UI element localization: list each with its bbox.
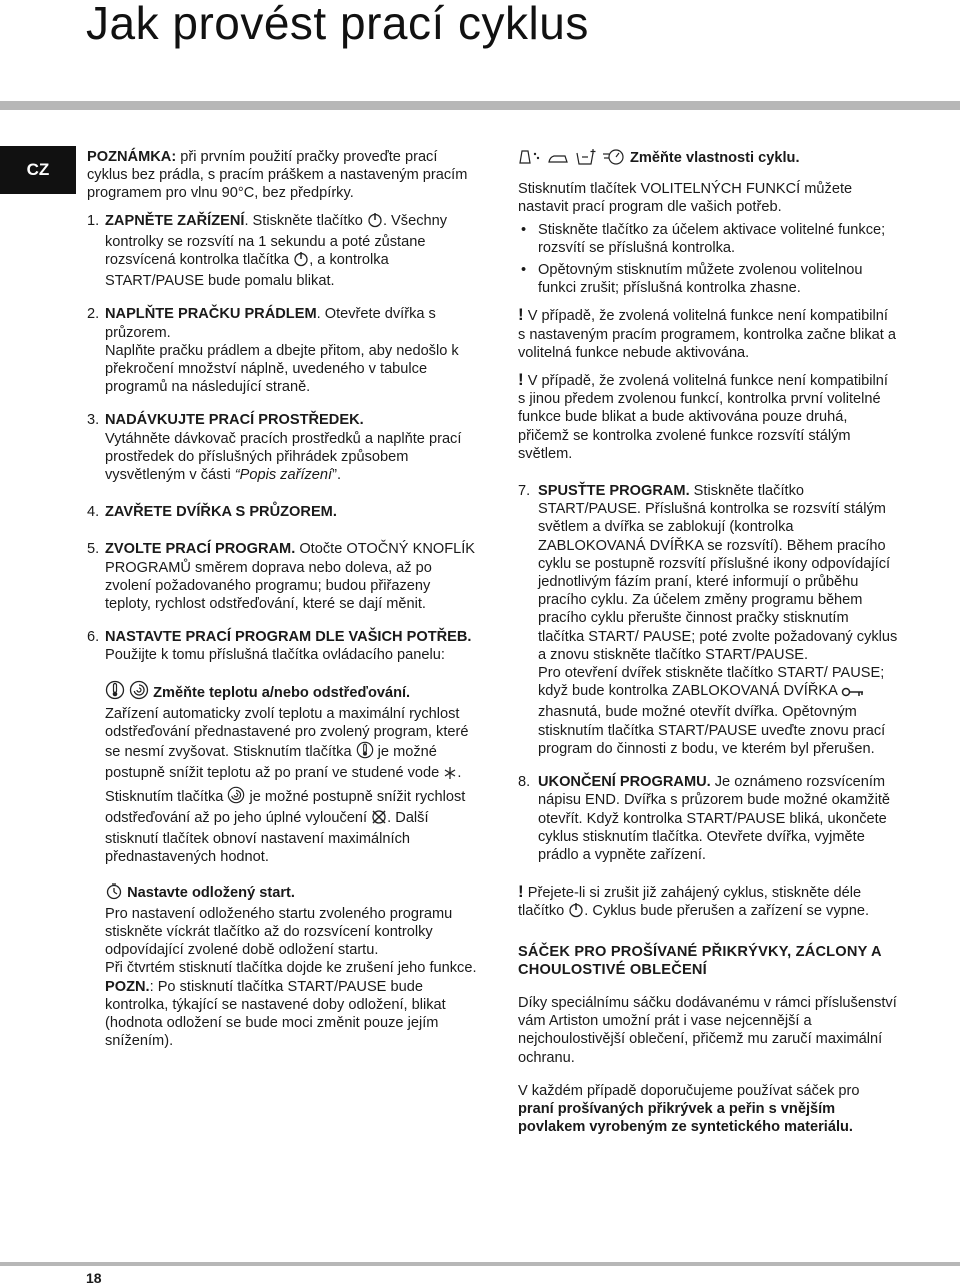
body-text: V každém případě doporučujeme používat sáček pro [518, 1082, 860, 1099]
step-6 [87, 628, 480, 664]
step-text: Vytáhněte dávkovač pracích prostředků a naplňte prací prostředek do příslušných přihrádek způsobem vysvětleným v části [105, 430, 462, 484]
step-3 [87, 411, 480, 484]
spin-icon [227, 786, 245, 809]
step-number: 1. [87, 212, 100, 229]
power-icon [367, 212, 383, 233]
step-number: 3. [87, 412, 100, 429]
left-column [87, 148, 480, 1050]
note-paragraph [87, 148, 480, 203]
step-text: . Stiskněte tlačítko [244, 212, 367, 229]
no-spin-icon [371, 809, 387, 830]
step-text: Naplňte pračku prádlem a dbejte přitom, aby nedošlo k překročení množství náplně, uvedeného v tabulce programů na následující straně. [105, 342, 459, 396]
step-number: 4. [87, 504, 100, 521]
warning-paragraph [518, 371, 898, 463]
body-text: . Cyklus bude přerušen a zařízení se vypne. [584, 903, 870, 920]
delay-start-heading: Nastavte odložený start. [127, 884, 295, 901]
step-4 [87, 503, 480, 521]
step-number: 2. [87, 306, 100, 323]
body-text: . Stisknutím tlačítka [105, 765, 462, 805]
options-heading: Změňte vlastnosti cyklu. [630, 150, 800, 166]
note-label: POZNÁMKA: [87, 149, 177, 165]
body-text: Stisknutím tlačítek VOLITELNÝCH FUNKCÍ můžete nastavit prací program dle vašich potřeb. [518, 181, 853, 216]
extra-rinse-icon [574, 148, 598, 171]
temperature-icon [356, 741, 374, 764]
spin-icon [129, 680, 149, 705]
warning-icon: ! [518, 370, 524, 390]
step-heading: NADÁVKUJTE PRACÍ PROSTŘEDEK. [105, 412, 364, 429]
header-rule [0, 101, 960, 110]
iron-icon [546, 148, 570, 171]
warning-icon: ! [518, 882, 524, 902]
option-icons [518, 148, 626, 171]
step-heading: ZAPNĚTE ZAŘÍZENÍ [105, 212, 245, 229]
body-text: Zařízení automaticky zvolí teplotu a maximální rychlost odstřeďování přednastavené pro zvolený program, které se nesmí zvyšovat. Stisknutím tlačítka [105, 705, 469, 761]
warning-text: V případě, že zvolená volitelná funkce není kompatibilní s nastaveným pracím programem, kontrolka začne blikat a volitelná funkce nebude aktivována. [518, 308, 896, 361]
step-heading: SPUSŤTE PROGRAM. [538, 483, 690, 500]
body-text: Díky speciálnímu sáčku dodávanému v rámci příslušenství vám Artiston umožní prát i vase nejcennější a nejchoulostivější oblečení, přičemž mu zaručí maximální ochranu. [518, 994, 897, 1066]
step-text: . Otevřete dvířka s průzorem. [105, 306, 436, 341]
step-number: 8. [518, 774, 531, 791]
step-text: Pro otevření dvířek stiskněte tlačítko START/ PAUSE; když bude kontrolka ZABLOKOVANÁ DVÍŘKA [538, 665, 885, 700]
step-heading: ZVOLTE PRACÍ PROGRAM. [105, 541, 296, 558]
step-5 [87, 540, 480, 613]
temperature-spin-heading: Změňte teplotu a/nebo odstřeďování. [153, 684, 411, 701]
body-text: je možné postupně snížit rychlost odstřeďování až po jeho úplné vyloučení [105, 788, 466, 826]
express-wash-icon [602, 148, 626, 171]
language-tab: CZ [0, 146, 76, 194]
step-text: Použijte k tomu příslušná tlačítka ovládacího panelu: [105, 647, 445, 664]
step-8 [518, 773, 898, 864]
step-text: . Všechny kontrolky se rozsvítí na 1 sekundu a poté zůstane rozsvícená kontrolka tlačítka [105, 212, 448, 269]
footer-rule [0, 1262, 960, 1266]
step-text: zhasnutá, bude možné otevřít dvířka. Opětovným stisknutím tlačítka START/PAUSE uveďte znovu prací program do činnosti z bodu, ve kterém byl přerušen. [538, 704, 886, 757]
temperature-icon [105, 680, 125, 705]
step-text: , a kontrolka START/PAUSE bude pomalu blikat. [105, 252, 389, 290]
warning-icon: ! [518, 305, 524, 325]
step-text: Stiskněte tlačítko START/PAUSE. Příslušná kontrolka se rozsvítí stálým světlem a dvířka se zablokují (kontrolka ZABLOKOVANÁ DVÍŘKA se rozsvítí). Během pracího cyklu se postupně rozsvítí příslušné ikony odpovídající jednotlivým fázím praní, které informují o průběhu pracího cyklu. Za účelem změny programu během pracího cyklu přerušte činnost pračky stisknutím tlačítka START/ PAUSE; poté zvolte požadovaný cyklus a znovu stiskněte tlačítko START/PAUSE. [538, 483, 898, 663]
bullet-text: Stiskněte tlačítko za účelem aktivace volitelné funkce; rozsvítí se příslušná kontrolka. [538, 221, 886, 256]
body-text: Přejete-li si zrušit již zahájený cyklus, stiskněte déle tlačítko [518, 885, 862, 920]
body-text: : Po stisknutí tlačítka START/PAUSE bude kontrolka, týkající se nastavené doby odložení, blikat (hodnota odložení se bude moci změnit pouze jejím snížením). [105, 978, 446, 1050]
step-2 [87, 305, 480, 396]
temperature-spin-section [87, 680, 480, 867]
bullet-item [518, 261, 898, 297]
note-text: při prvním použití pračky proveďte prací cyklus bez prádla, s pracím práškem a nastaveným pracím programem pro vlnu 90°C, bez předpírky. [87, 149, 468, 202]
warning-paragraph [518, 306, 898, 362]
step-heading: ZAVŘETE DVÍŘKA S PRŮZOREM. [105, 504, 337, 521]
step-text: Otočte OTOČNÝ KNOFLÍK PROGRAMŮ směrem doprava nebo doleva, až po zvolení požadovaného programu; budou přiřazeny teploty, rychlost odstřeďování, které se dají měnit. [105, 541, 476, 613]
body-text: Pro nastavení odloženého startu zvoleného programu stiskněte víckrát tlačítko až do rozsvícení kontrolky odpovídající zvolené době odložení startu. [105, 905, 453, 959]
note-label: POZN. [105, 978, 150, 995]
bullet-item [518, 221, 898, 257]
step-number: 7. [518, 483, 531, 500]
delay-start-section [87, 882, 480, 1051]
options-heading-row [518, 148, 898, 171]
warning-text: V případě, že zvolená volitelná funkce není kompatibilní s jinou předem zvolenou funkcí, kontrolka první volitelné funkce bude blikat a bude aktivována pouze druhá, přičemž se kontrolka zvolené funkce rozsvítí stálým světlem. [518, 373, 888, 462]
bullet-dot-icon: • [521, 262, 527, 279]
body-text: Při čtvrtém stisknutí tlačítka dojde ke zrušení jeho funkce. [105, 960, 477, 977]
step-text: ”. [332, 467, 342, 484]
delay-timer-icon [105, 882, 123, 905]
reference-italic: “Popis zařízení [234, 467, 333, 484]
stain-removal-icon [518, 148, 542, 171]
section-heading: SÁČEK PRO PROŠÍVANÉ PŘIKRÝVKY, ZÁCLONY A CHOULOSTIVÉ OBLEČENÍ [518, 943, 882, 978]
bullet-text: Opětovným stisknutím můžete zvolenou volitelnou funkci zrušit; příslušná kontrolka zhasne. [538, 262, 863, 297]
body-text: je možné postupně snížit teplotu až po praní ve studené vode [105, 744, 444, 782]
step-heading: UKONČENÍ PROGRAMU. [538, 774, 711, 791]
step-heading: NAPLŇTE PRAČKU PRÁDLEM [105, 306, 317, 323]
power-icon [293, 251, 309, 272]
cancel-paragraph [518, 883, 898, 923]
step-number: 5. [87, 541, 100, 558]
body-text-bold: praní prošívaných přikrývek a peřin s vnějším povlakem vyrobeným ze syntetického materiálu. [518, 1100, 853, 1136]
bullet-dot-icon: • [521, 221, 527, 238]
step-7 [518, 482, 898, 758]
step-text: Je oznámeno rozsvícením nápisu END. Dvířka s průzorem bude možné okamžitě otevřít. Když kontrolka START/PAUSE bliká, ukončete cyklus stisknutím tlačítka. Otevřete dvířka, vyjměte prádlo a vypněte zařízení. [538, 774, 891, 863]
step-1 [87, 212, 480, 291]
power-icon [568, 902, 584, 923]
right-column [518, 148, 898, 1136]
page-title: Jak provést prací cyklus [86, 0, 589, 49]
door-lock-key-icon [841, 685, 865, 703]
body-text: . Další stisknutí tlačítek obnoví nastavení maximálních přednastavených hodnot. [105, 809, 429, 866]
step-heading: NASTAVTE PRACÍ PROGRAM DLE VAŠICH POTŘEB. [105, 629, 472, 646]
snowflake-icon [443, 766, 457, 785]
step-number: 6. [87, 629, 100, 646]
page-number: 18 [86, 1270, 102, 1286]
